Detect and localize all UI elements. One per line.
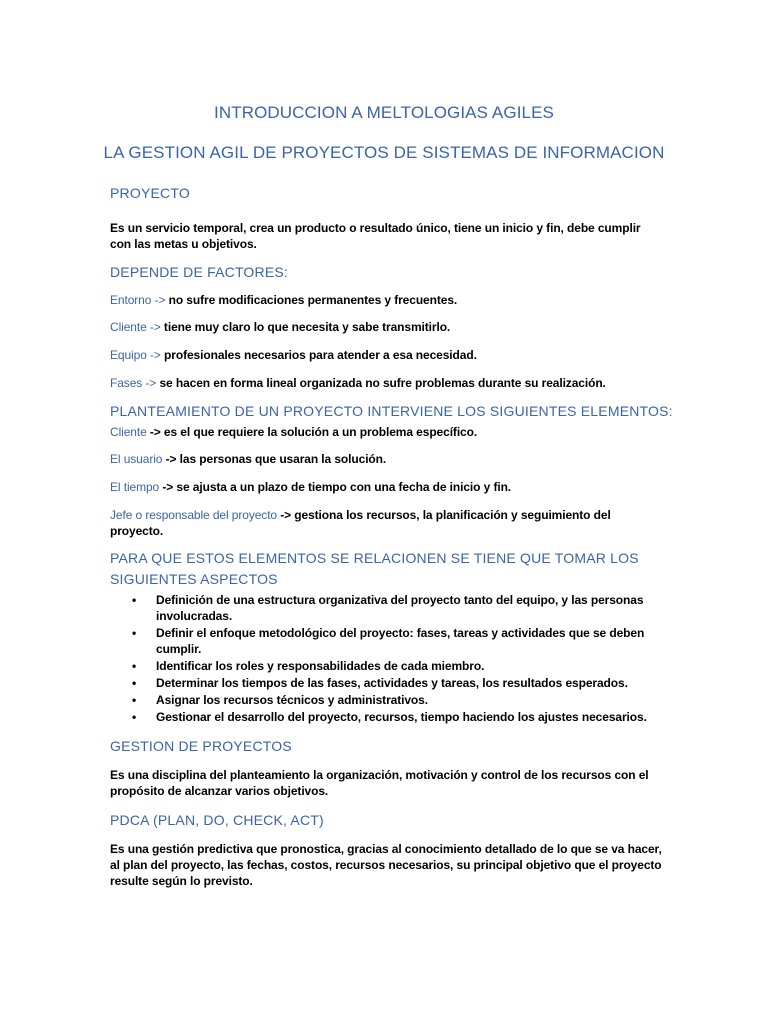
- factor-text: tiene muy claro lo que necesita y sabe transmitirlo.: [160, 320, 451, 334]
- elemento-text: -> es el que requiere la solución a un problema específico.: [149, 425, 478, 439]
- bullet-icon: •: [132, 593, 137, 607]
- factor-text: se hacen en forma lineal organizada no sufre problemas durante su realización.: [156, 376, 606, 390]
- heading-gestion: GESTION DE PROYECTOS: [110, 738, 292, 754]
- heading-proyecto: PROYECTO: [110, 185, 190, 201]
- heading-aspectos-line2: SIGUIENTES ASPECTOS: [110, 571, 278, 587]
- factor-text: profesionales necesarios para atender a esa necesidad.: [160, 348, 477, 362]
- list-item-text: Asignar los recursos técnicos y administrativos.: [156, 693, 428, 707]
- list-item-text: Determinar los tiempos de las fases, actividades y tareas, los resultados esperados.: [156, 676, 628, 690]
- factor-equipo: [110, 347, 662, 363]
- list-item: [110, 709, 662, 725]
- factor-fases: [110, 375, 662, 391]
- factor-text: no sufre modificaciones permanentes y frecuentes.: [165, 293, 458, 307]
- factor-label: Entorno ->: [110, 293, 166, 307]
- list-item: [110, 625, 662, 657]
- bullet-icon: •: [132, 626, 137, 640]
- factor-label: Fases ->: [110, 376, 157, 390]
- factor-label: Cliente ->: [110, 320, 161, 334]
- elemento-label: Cliente: [110, 425, 150, 439]
- heading-aspectos-line1: PARA QUE ESTOS ELEMENTOS SE RELACIONEN SE TIENE QUE TOMAR LOS: [110, 550, 639, 566]
- heading-pdca: PDCA (PLAN, DO, CHECK, ACT): [110, 812, 324, 828]
- document-subtitle: LA GESTION AGIL DE PROYECTOS DE SISTEMAS DE INFORMACION: [103, 143, 665, 162]
- paragraph-proyecto: Es un servicio temporal, crea un producto o resultado único, tiene un inicio y fin, debe cumplir con las metas u objetivos.: [110, 221, 641, 251]
- bullet-icon: •: [132, 676, 137, 690]
- factor-cliente: [110, 319, 662, 335]
- list-item-text: Definir el enfoque metodológico del proyecto: fases, tareas y actividades que se deben cumplir.: [156, 626, 645, 656]
- document-title: INTRODUCCION A MELTOLOGIAS AGILES: [214, 103, 554, 122]
- list-item-text: Definición de una estructura organizativa del proyecto tanto del equipo, y las personas involucradas.: [156, 593, 644, 623]
- elemento-text: -> gestiona los recursos, la planificación y seguimiento del proyecto.: [110, 508, 611, 538]
- elemento-label: El usuario: [110, 452, 166, 466]
- factor-label: Equipo ->: [110, 348, 161, 362]
- bullet-icon: •: [132, 693, 137, 707]
- bullet-icon: •: [132, 659, 137, 673]
- list-item-text: Identificar los roles y responsabilidades de cada miembro.: [156, 659, 485, 673]
- elemento-jefe: [110, 507, 662, 539]
- factor-entorno: [110, 292, 662, 308]
- list-item: [110, 658, 662, 674]
- elemento-usuario: [110, 451, 662, 467]
- list-item: [110, 675, 662, 691]
- elemento-tiempo: [110, 479, 662, 495]
- aspectos-list: [110, 592, 662, 726]
- list-item: [110, 592, 662, 624]
- elemento-text: -> las personas que usaran la solución.: [165, 452, 387, 466]
- elemento-text: -> se ajusta a un plazo de tiempo con una fecha de inicio y fin.: [162, 480, 512, 494]
- list-item-text: Gestionar el desarrollo del proyecto, recursos, tiempo haciendo los ajustes necesarios.: [156, 710, 647, 724]
- list-item: [110, 692, 662, 708]
- heading-factores: DEPENDE DE FACTORES:: [110, 264, 289, 280]
- paragraph-gestion: Es una disciplina del planteamiento la organización, motivación y control de los recursos con el propósito de alcanzar varios objetivos.: [110, 768, 649, 798]
- paragraph-pdca: Es una gestión predictiva que pronostica, gracias al conocimiento detallado de lo que se va hacer, al plan del proyecto, las fechas, costos, recursos necesarios, su principal objetivo que el proyecto resulte según lo previsto.: [110, 842, 662, 888]
- heading-planteamiento: PLANTEAMIENTO DE UN PROYECTO INTERVIENE LOS SIGUIENTES ELEMENTOS:: [110, 403, 673, 419]
- elemento-label: Jefe o responsable del proyecto: [110, 508, 281, 522]
- elemento-label: El tiempo: [110, 480, 163, 494]
- elemento-cliente: [110, 424, 662, 440]
- bullet-icon: •: [132, 710, 137, 724]
